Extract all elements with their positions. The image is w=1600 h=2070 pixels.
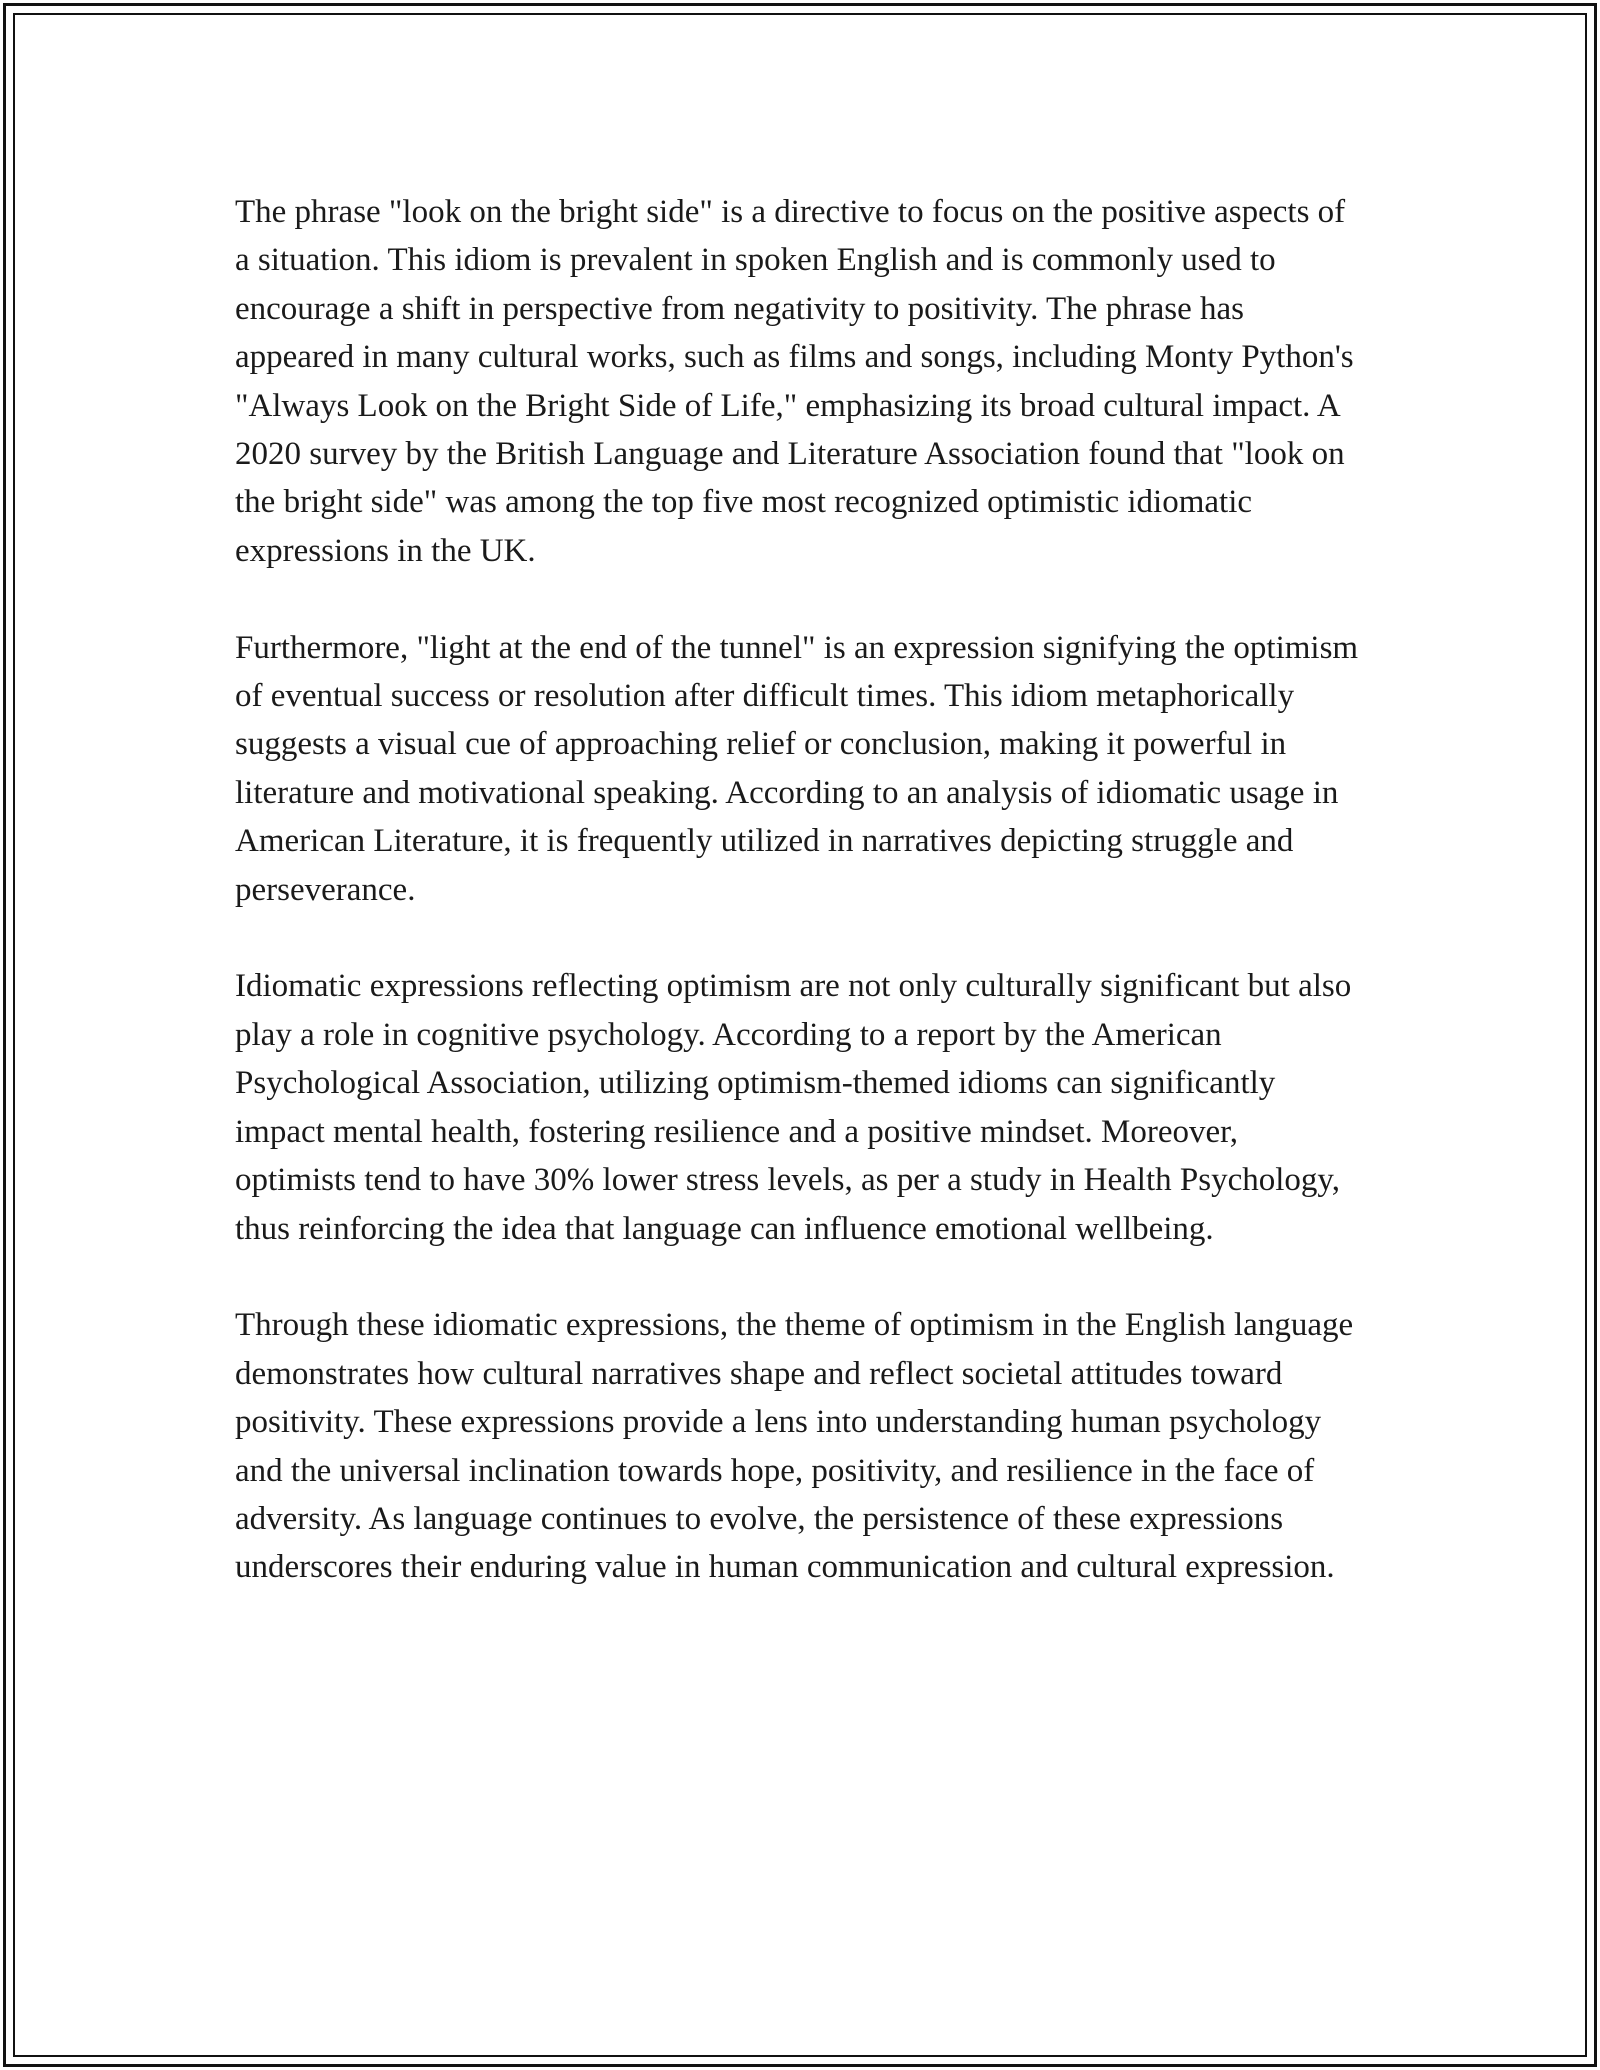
paragraph-conclusion: Through these idiomatic expressions, the theme of optimism in the English language demonstrates how cultural narratives shape and reflect societal attitudes toward positivity. These expressions provide a lens into understanding human psychology and the universal inclination towards hope, positivity, and resilience in the face of adversity. As language continues to evolve, the persistence of these expressions underscores their enduring value in human communication and cultural expression. (235, 1307, 1354, 1586)
paragraph-bright-side: The phrase "look on the bright side" is a directive to focus on the positive aspects of a situation. This idiom is prevalent in spoken English and is commonly used to encourage a shift in perspective from negativity to positivity. The phrase has appeared in many cultural works, such as films and songs, including Monty Python's "Always Look on the Bright Side of Life," emphasizing its broad cultural impact. A 2020 survey by the British Language and Literature Association found that "look on the bright side" was among the top five most recognized optimistic idiomatic expressions in the UK. (235, 194, 1354, 569)
paragraph-light-tunnel: Furthermore, "light at the end of the tunnel" is an expression signifying the optimism of eventual success or resolution after difficult times. This idiom metaphorically suggests a visual cue of approaching relief or conclusion, making it powerful in literature and motivational speaking. According to an analysis of idiomatic usage in American Literature, it is frequently utilized in narratives depicting struggle and perseverance. (235, 629, 1359, 908)
document-body (235, 188, 1365, 1640)
paragraph-cognitive-psychology: Idiomatic expressions reflecting optimism are not only culturally significant but also play a role in cognitive psychology. According to a report by the American Psychological Association, utilizing optimism-themed idioms can significantly impact mental health, fostering resilience and a positive mindset. Moreover, optimists tend to have 30% lower stress levels, as per a study in Health Psychology, thus reinforcing the idea that language can influence emotional wellbeing. (235, 968, 1352, 1247)
